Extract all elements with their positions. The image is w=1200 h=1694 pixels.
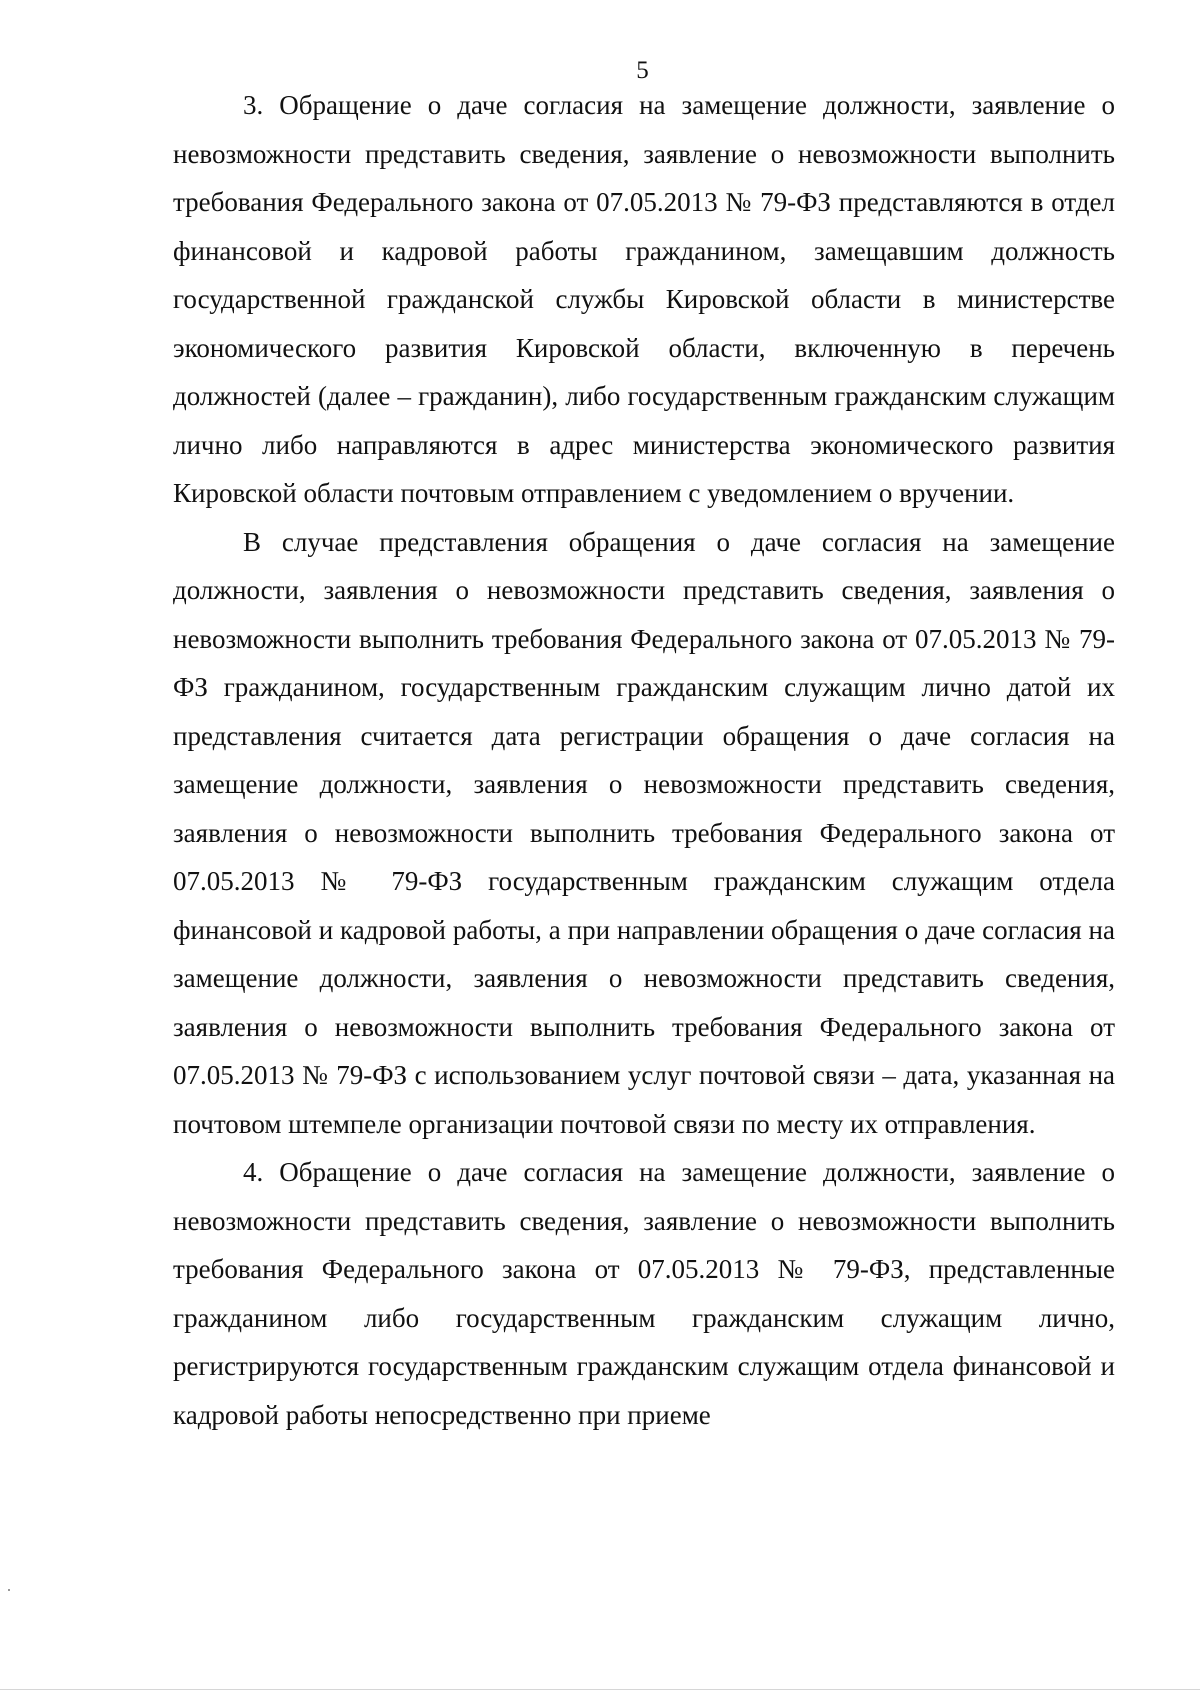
document-body bbox=[173, 81, 1115, 1439]
paragraph-4: 4. Обращение о даче согласия на замещение должности, заявление о невозможности представить сведения, заявление о невозможности выполнить требования Федерального закона от 07.05.2013 № 79-ФЗ, представленные гражданином либо государственным гражданским служащим лично, регистрируются государственным гражданским служащим отдела финансовой и кадровой работы непосредственно при приеме bbox=[173, 1157, 1115, 1430]
scan-artifact-dot bbox=[8, 1589, 10, 1591]
paragraph-submission-date: В случае представления обращения о даче согласия на замещение должности, заявления о невозможности представить сведения, заявления о невозможности выполнить требования Федерального закона от 07.05.2013 № 79-ФЗ гражданином, государственным гражданским служащим лично датой их представления считается дата регистрации обращения о даче согласия на замещение должности, заявления о невозможности представить сведения, заявления о невозможности выполнить требования Федерального закона от 07.05.2013 № 79-ФЗ государственным гражданским служащим отдела финансовой и кадровой работы, а при направлении обращения о даче согласия на замещение должности, заявления о невозможности представить сведения, заявления о невозможности выполнить требования Федерального закона от 07.05.2013 № 79-ФЗ с использованием услуг почтовой связи – дата, указанная на почтовом штемпеле организации почтовой связи по месту их отправления. bbox=[173, 526, 1115, 1139]
scan-edge-line bbox=[0, 1689, 1200, 1690]
paragraph-3: 3. Обращение о даче согласия на замещение должности, заявление о невозможности представить сведения, заявление о невозможности выполнить требования Федерального закона от 07.05.2013 № 79-ФЗ представляются в отдел финансовой и кадровой работы гражданином, замещавшим должность государственной гражданской службы Кировской области в министерстве экономического развития Кировской области, включенную в перечень должностей (далее – гражданин), либо государственным гражданским служащим лично либо направляются в адрес министерства экономического развития Кировской области почтовым отправлением с уведомлением о вручении. bbox=[173, 90, 1115, 508]
page-number: 5 bbox=[636, 57, 649, 84]
